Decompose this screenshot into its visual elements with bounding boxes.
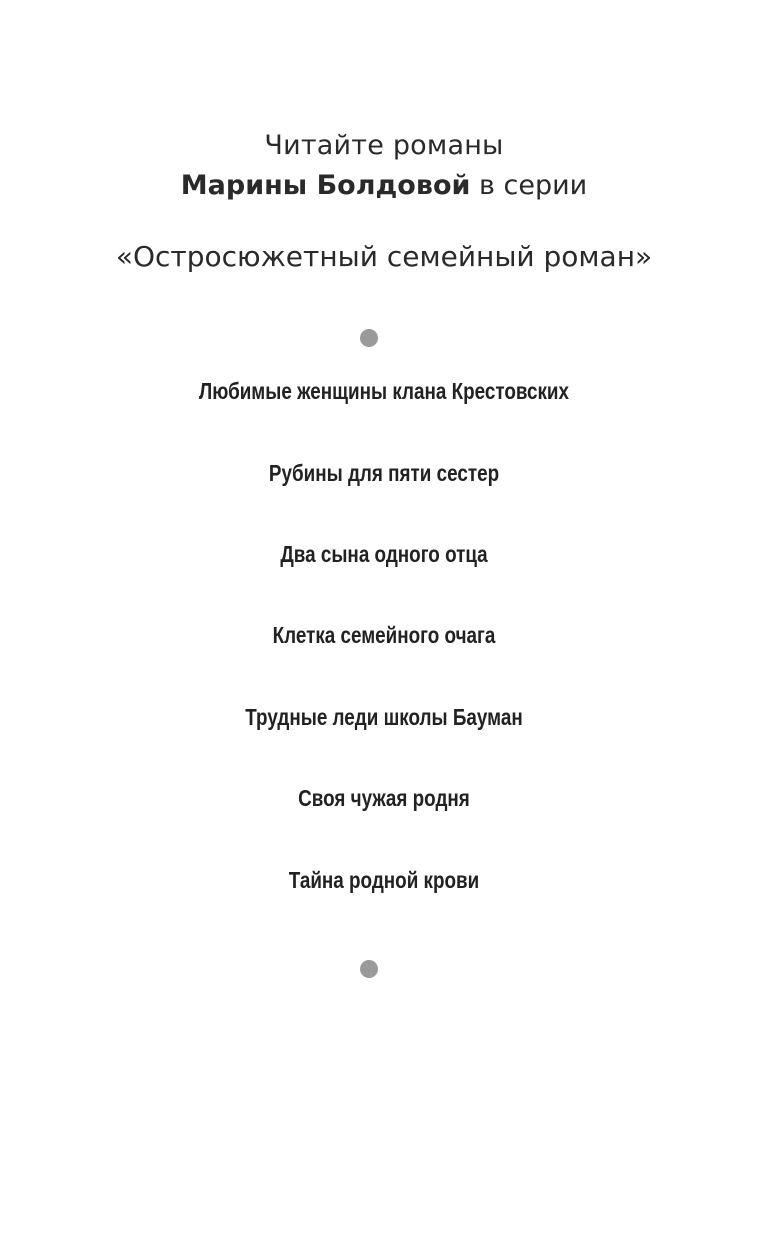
author-name: Марины Болдовой: [180, 170, 471, 201]
series-title: «Остросюжетный семейный роман»: [115, 240, 653, 273]
intro-series-suffix: в серии: [470, 170, 588, 201]
book-title: Два сына одного отца: [280, 541, 488, 567]
book-title: Тайна родной крови: [288, 867, 480, 893]
intro-heading: Читайте романы: [264, 130, 504, 161]
book-title: Трудные леди школы Бауман: [245, 704, 523, 730]
book-title: Клетка семейного очага: [272, 622, 496, 648]
book-title: Любимые женщины клана Крестовских: [198, 378, 570, 404]
book-title: Рубины для пяти сестер: [268, 460, 500, 486]
book-title: Своя чужая родня: [298, 785, 470, 811]
bullet-dot-icon: [360, 960, 378, 978]
